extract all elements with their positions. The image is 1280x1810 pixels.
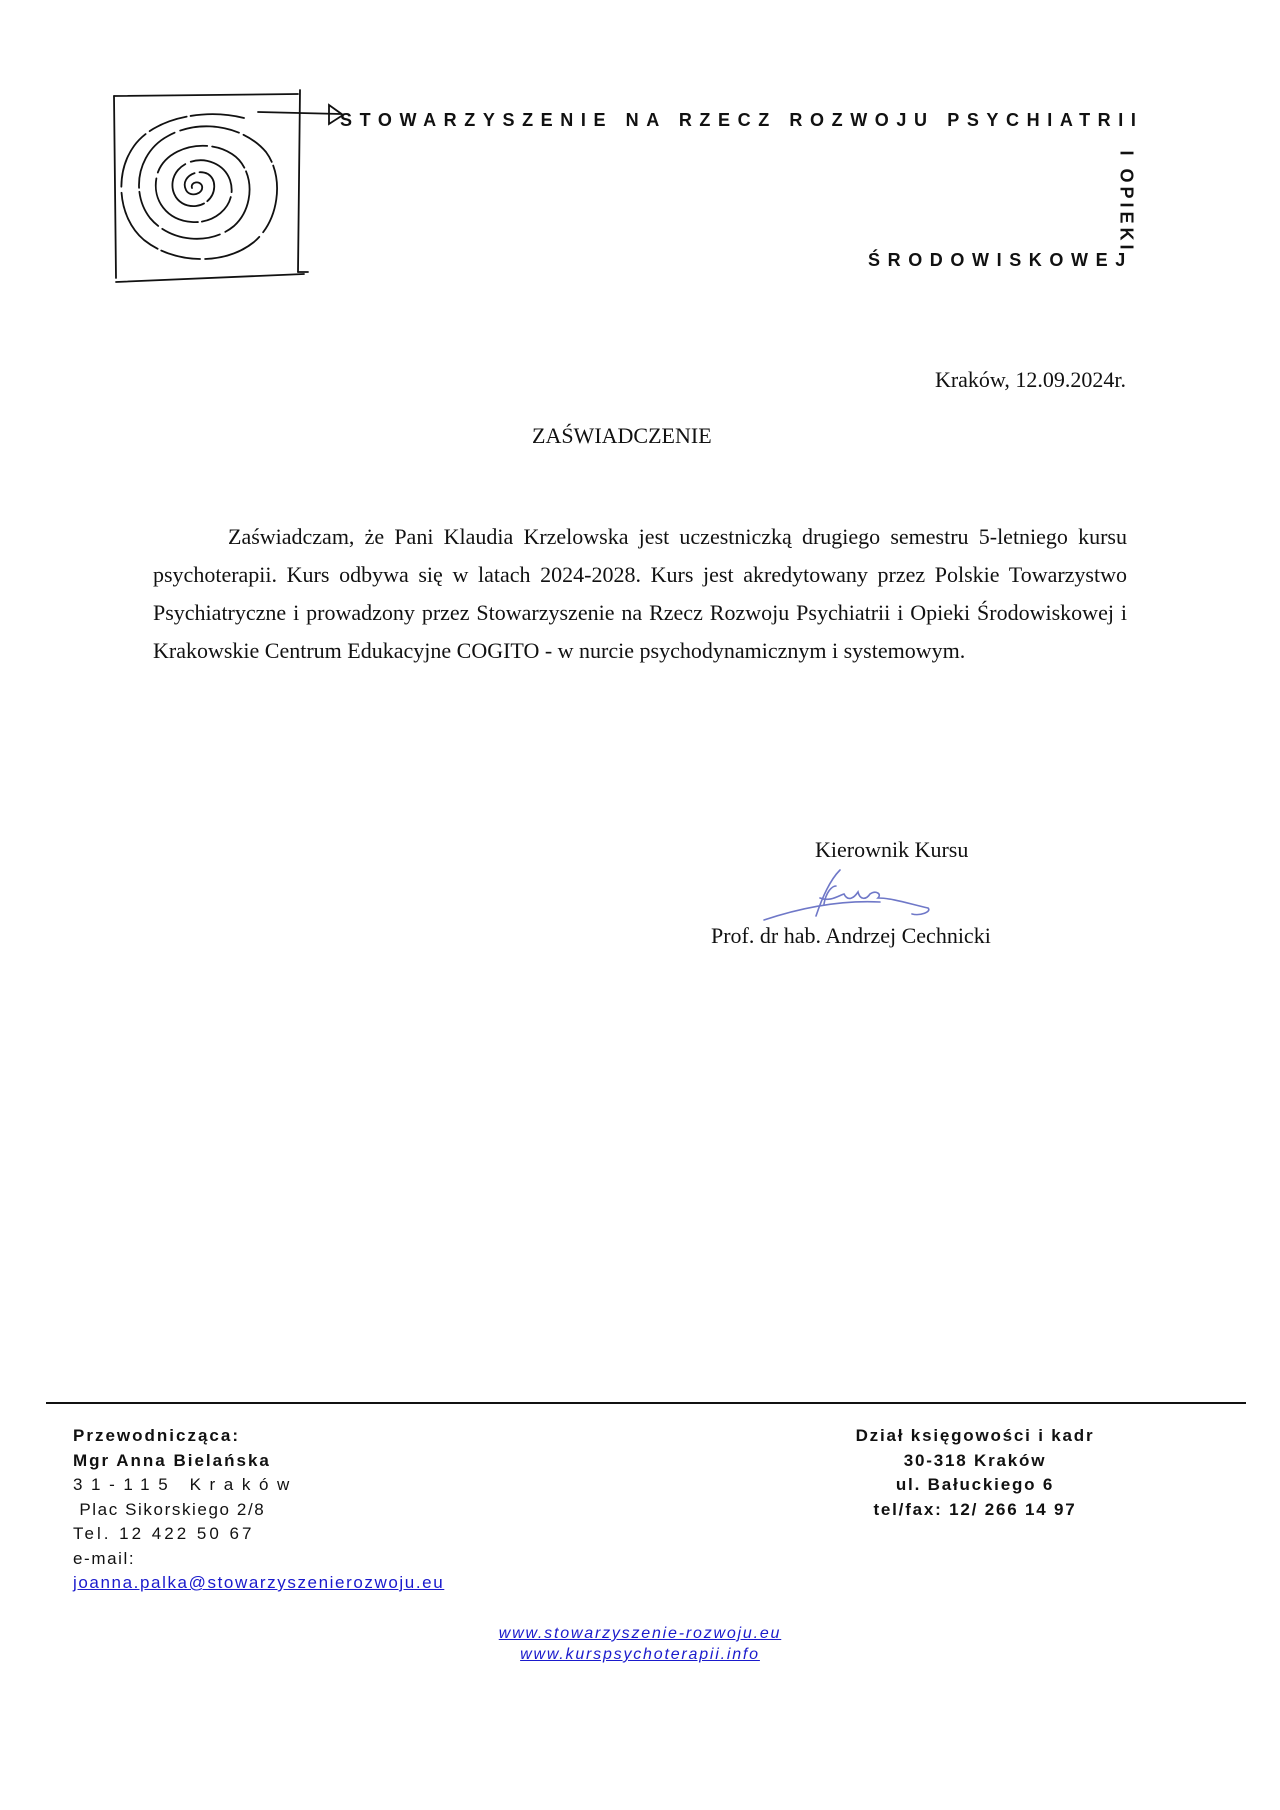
right-street: ul. Bałuckiego 6 [895, 1475, 1055, 1494]
footer-left-contact [73, 1424, 444, 1596]
left-postal-code: 31-115 Kraków [73, 1475, 298, 1494]
certificate-body [153, 518, 1127, 670]
signatory-name: Prof. dr hab. Andrzej Cechnicki [711, 923, 991, 948]
email-label: e-mail: [73, 1548, 136, 1568]
org-name-line3: ŚRODOWISKOWEJ [868, 250, 1133, 270]
footer-right-contact [820, 1424, 1130, 1522]
handwritten-signature-icon [760, 868, 960, 928]
chairperson-name: Mgr Anna Bielańska [73, 1450, 271, 1470]
left-street: Plac Sikorskiego 2/8 [73, 1499, 266, 1519]
signatory-role: Kierownik Kursu [815, 837, 969, 862]
right-postal-code: 30-318 Kraków [903, 1450, 1047, 1470]
org-name-vertical: I OPIEKI [1116, 150, 1137, 254]
org-name-line1: STOWARZYSZENIE NA RZECZ ROZWOJU PSYCHIATRII [340, 110, 1144, 130]
email-link[interactable]: joanna.palka@stowarzyszenierozwoju.eu [73, 1573, 445, 1592]
document-title: ZAŚWIADCZENIE [532, 423, 712, 448]
place-date: Kraków, 12.09.2024r. [934, 367, 1126, 392]
footer-websites [440, 1623, 840, 1665]
right-phone: tel/fax: 12/ 266 14 97 [873, 1499, 1077, 1519]
left-phone: Tel. 12 422 50 67 [73, 1524, 255, 1543]
body-paragraph: Zaświadczam, że Pani Klaudia Krzelowska jest uczestniczką drugiego semestru 5-letniego kursu psychoterapii. Kurs odbywa się w latach 2024-2028. Kurs jest akredytowany przez Polskie Towarzystwo Psychiatryczne i prowadzony przez Stowarzyszenie na Rzecz Rozwoju Psychiatrii i Opieki Środowiskowej i Krakowskie Centrum Edukacyjne COGITO - w nurcie psychodynamicznym i systemowym. [153, 524, 1127, 663]
website-link-course[interactable]: www.kurspsychoterapii.info [520, 1646, 760, 1663]
spiral-logo-icon [108, 88, 348, 288]
chairperson-heading: Przewodnicząca: [73, 1426, 240, 1445]
website-link-association[interactable]: www.stowarzyszenie-rozwoju.eu [498, 1625, 782, 1642]
accounting-heading: Dział księgowości i kadr [855, 1426, 1095, 1445]
footer-divider [46, 1402, 1246, 1404]
